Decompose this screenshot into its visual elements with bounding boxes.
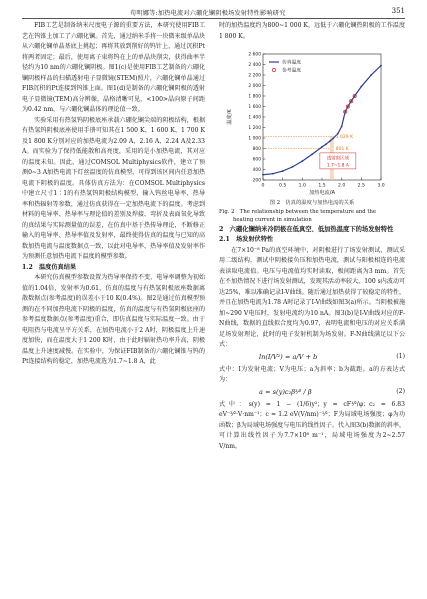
figure-caption xyxy=(219,199,405,225)
chart-axes xyxy=(225,52,385,196)
paragraph-field-emission: 在7×10⁻⁸ Pa的真空环境中，对阴极进行了场发射测试，测试采用二级结构，测试中阴极接负压和加热电流，测试与阳极相连的电流表读取电流值。电压与电流值均实时读取，极间距离为3 mm。首先在不加热情况下进行场发射测试，发现其活动率较大，100 s内波动可达25%，难以准确记录I-V曲线。随后通过加热获得了较稳定的特性，并且在加热电流为1.78 A时记录了I-V曲线如图3(a)所示。当阴极被施加~290 V电压时，发射电流约为10 nA。图3(b)是I-V曲线对应的F-N曲线，数据的直线拟合度均为0.97，表明电流和电压的对应关系满足场发射理论，此时的电子发射机制为场发射。F-N曲线满足以下公式： xyxy=(219,246,405,348)
chart-svg xyxy=(219,46,405,198)
equation-1 xyxy=(219,351,405,365)
annotation-current-range: 1.7~1.8 A xyxy=(326,163,349,169)
y-tick-label: 800 xyxy=(252,147,261,153)
series-point-simulated xyxy=(332,138,334,140)
equation-1-number: (1) xyxy=(396,353,405,361)
right-column xyxy=(219,21,405,452)
series-point-simulated xyxy=(325,143,327,145)
x-tick-label: 3.0 xyxy=(377,183,385,189)
page-number: 351 xyxy=(391,7,405,15)
figure-2-chart xyxy=(219,46,405,198)
y-tick-label: 1 400 xyxy=(248,115,261,121)
figure-caption-zh: 图 2 仿真的温度与加热电流的关系 xyxy=(269,200,355,206)
equation-2-number: (2) xyxy=(396,388,405,396)
series-point-simulated xyxy=(272,173,274,175)
x-tick-label: 1.5 xyxy=(318,183,326,189)
y-tick-label: 2 400 xyxy=(248,63,261,69)
annotation-801k: 801 K xyxy=(335,146,349,152)
series-point-simulated xyxy=(329,140,331,142)
equation-1-description: 式中：I为发射电流；V为电压；a为斜率；b为截距。a的方表达式为： xyxy=(219,365,405,383)
series-point-simulated xyxy=(347,106,349,108)
x-tick-label: 0 xyxy=(261,183,265,189)
series-point-simulated xyxy=(321,146,323,148)
running-header xyxy=(22,6,405,19)
y-tick-label: 1 800 xyxy=(248,94,261,100)
y-tick-label: 600 xyxy=(252,157,261,163)
equation-1-body: ln(I/V²) = a/V + b xyxy=(259,353,318,362)
series-point-simulated xyxy=(292,166,294,168)
y-tick-label: 2 200 xyxy=(248,73,261,79)
equation-2-description: 式中：s(y) = 1 − (1/6)y²；y = cF¹⁄²/φ；c₂ = 6.83 eV⁻³⁄²·V·nm⁻¹；c = 1.2 eV(V/nm)⁻¹⁄²；F为局域电场强度；φ为功函数；β为局域电场强度与电压的线性因子。代入图3(b)数据的斜率，可计算出线性因子为7.7×10⁶ m⁻¹，局域电场强度为2~2.57 V/nm。 xyxy=(219,400,405,450)
series-point-simulated xyxy=(370,74,372,76)
section-heading-2: 2 六硼化镧纳米冷阴极在低真空、低加热温度下的场发射特性 xyxy=(219,225,394,233)
series-point-simulated xyxy=(354,95,356,97)
section-heading-1-2: 1.2 温度仿真结果 xyxy=(22,263,77,271)
equation-2 xyxy=(219,386,405,400)
legend-swatch-point xyxy=(272,68,275,71)
legend xyxy=(269,59,301,74)
x-tick-label: 2.0 xyxy=(338,183,346,189)
x-tick-label: 2.5 xyxy=(357,183,365,189)
y-tick-label: 2 600 xyxy=(248,52,261,58)
series-point-simulated xyxy=(341,126,343,128)
series-point-simulated xyxy=(344,111,346,113)
x-tick-label: 1.0 xyxy=(298,183,306,189)
series-point-simulated xyxy=(301,160,303,162)
series-point-simulated xyxy=(262,174,264,176)
paragraph-fib: FIB工艺是制备纳米尺度电子源的重要方法，本研究使用FIB工艺在钨锥上加工了六硼化镧。首先，通过纳米手将一块微米级单晶块从六硼化镧单晶基底上挑起；再将其放到削好的钨针上，通过沉积Pt将两者固定；最后，使用离子束将钨在上的单晶块削尖，获得曲率半径约为10 nm的六硼化镧阴极。图1(c)是使用FIB工艺制备的六硼化镧阴极样品的扫描透射电子显微镜(STEM)照片，六硼化镧单晶通过FIB沉积的Pt连接到钨锥上面。图1(d)是制备的六硼化镧阴极的透射电子显微镜(TEM)高分辨像，晶格清晰可见，<100>晶向原子间距为0.42 nm，与六硼化镧晶体的理论值一致。 xyxy=(22,22,205,113)
series-point-simulated xyxy=(360,86,362,88)
annotation-window: 透射窗区域 xyxy=(326,156,349,162)
y-tick-label: 2 000 xyxy=(248,84,261,90)
y-tick-label: 1 000 xyxy=(248,136,261,142)
series-point-simulated xyxy=(311,153,313,155)
x-tick-label: 0.5 xyxy=(279,183,287,189)
paragraph-temperature-results: 本研究仿真模型参数设置为热导率保持不变，电导率调整为初始值的1.04倍，发射率为0.61，仿真的温度与有热氢阴极底座数据离散数据点(参考温度)的误差小于10 K(0.4%)。图2是通过仿真模型预测的在不同加热电流下阴极的温度，仿真的温度与有热氢阴极底座的参考温度数据点(参考温度)重合，即仿真温度与实际温度一致。由于电阻热与电流呈平方关系，在加热电流小于2 A时，阴极温度上升速度加快，而在温度大于1 200 K时，由于此时辐射热功率升高，阴极温度上升速度减慢。在实验中，为保证FIB制备的六硼化镧锥与钨的Pt连接结构的稳定，加热电流选为1.7~1.8 A，此 xyxy=(22,274,205,365)
series-point-simulated xyxy=(282,170,284,172)
left-column xyxy=(22,21,205,368)
paragraph-simulation-method: 实验采用有热氢钨阴极底座承载六硼化镧尖端的阴极结构，根据有热氢钨阴极底座使用手册可知其在1 500 K、1 600 K、1 700 K及1 800 K分别对应的加热电流为2.09 A、2.16 A、2.24 A及2.33 A。而实验为了保持低能散和高亮度，采用的是小加热电流，其对应的温度未知。因此，通过COMSOL Multiphysics软件，建立了预测0~3 A加热电流下灯丝温度的仿真模型，可得到该区间内任意加热电流下阴极的温度。具体仿真方法为：在COMSOL Multiphysics中建立尺寸1∶1的有热氢钨阴极结构模型，输入钨丝电导率、热导率和热辐射等参数，通过仿真获得在一定加热电流下的温度。考虑到材料的电导率、热导率与理论值的差别及焊接、弯折及表面氧化导致的真结果与实际测量值的误差，在仿真中基于热传导理论，不断修正输入的电导率、热导率值及发射率，最终使得仿真的温度与已知的高数加热电流与温度数据点一致，以此对电导率、热导率值及发射率作为预测任意加热电流下温度的模型参数。 xyxy=(22,116,205,260)
series-point-simulated xyxy=(380,65,382,67)
y-tick-label: 1 200 xyxy=(248,126,261,132)
figure-caption-en-1: Fig. 2 The relationship between the temperature and the xyxy=(219,208,377,215)
x-axis-label: 加热电流/A xyxy=(308,190,336,196)
chart-marks xyxy=(262,59,382,180)
y-tick-label: 200 xyxy=(252,178,261,184)
section-heading-2-1: 2.1 场发射伏特性 xyxy=(219,236,274,243)
legend-label: 参考温度 xyxy=(282,68,302,74)
y-tick-label: 400 xyxy=(252,168,261,174)
paragraph-continued: 时的加热温度约为800~1 000 K，远低于六硼化镧热阴极的工作温度1 800 K。 xyxy=(219,22,405,40)
figure-caption-en-2: heating current in simulation xyxy=(233,217,312,223)
legend-label: 仿真温度 xyxy=(282,60,302,66)
y-axis-label: 温度/K xyxy=(227,109,233,125)
equation-2-body: a = s(y)c₂β³⁄² / β xyxy=(259,388,312,397)
y-tick-label: 1 600 xyxy=(248,105,261,111)
series-point-simulated xyxy=(350,100,352,102)
annotation-1029k: 1 029 K xyxy=(335,134,354,140)
running-title: 苟明娜等:加热电流对六硼化镧阴极场发射特性影响研究 xyxy=(130,10,286,17)
